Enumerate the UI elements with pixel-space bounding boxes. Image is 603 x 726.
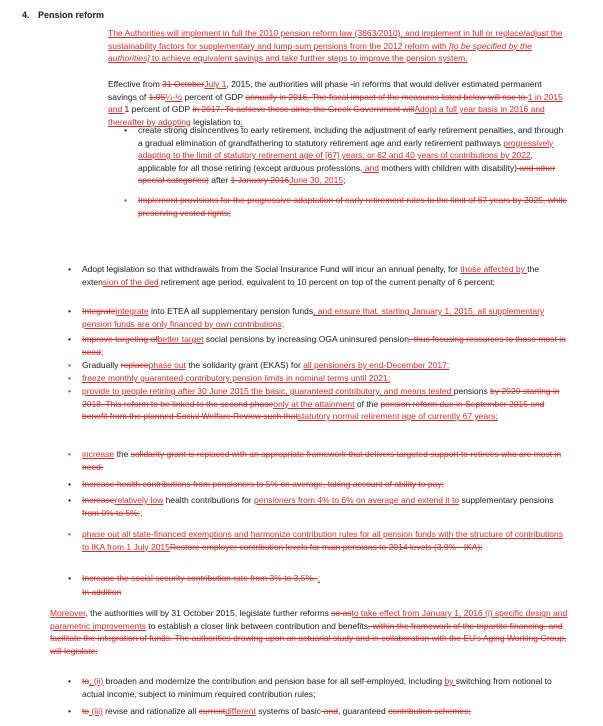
text-run: - xyxy=(350,79,354,89)
text-run: of the xyxy=(354,398,381,409)
section-title: Pension reform xyxy=(38,10,105,20)
list-item-text xyxy=(82,705,570,718)
bullet-mark: • xyxy=(68,495,71,505)
bullet-mark: • xyxy=(68,264,71,274)
list-item xyxy=(68,448,570,473)
text-run: Restore employer contribution levels for main pensions to 2014 levels (3.9% - IKA); xyxy=(169,541,483,552)
text-run: a full year basis in 2016 and thereafter by adopting xyxy=(108,104,545,127)
list-item-text xyxy=(82,528,570,553)
effective-paragraph xyxy=(108,78,568,128)
list-item xyxy=(68,305,570,330)
text-run: (iii) xyxy=(89,706,103,716)
text-run: pensioners from 4% to 6% on average and extend it to xyxy=(254,495,460,505)
text-run: create strong disincentives to early retirement, including the adjustment of early retirement penalties, and through a gradual elimination of grandfathering to statutory retirement age and early retirement pathways xyxy=(138,125,564,148)
text-run: current xyxy=(198,706,226,716)
text-run: in reforms that would deliver estimated permanent savings of xyxy=(108,79,542,102)
list-item-text xyxy=(82,448,570,473)
text-run: Adopt legislation so that withdrawals from the Social Insurance Fund will incur an annual penalty, for xyxy=(82,264,461,274)
text-run: broaden and modernize the contribution and pension base for all self-employed, including xyxy=(103,676,445,686)
text-run: in 2017. To achieve these aims, the Greek Government will xyxy=(192,104,415,114)
text-run: Increase the social security contribution rate from 3% to 3.5%. xyxy=(82,573,318,583)
text-run: Gradually xyxy=(82,360,121,370)
text-run: ; xyxy=(317,573,321,583)
text-run: after xyxy=(208,175,231,185)
text-run: ; (ii) xyxy=(89,676,104,686)
bullet-mark: • xyxy=(68,334,71,344)
bullet-mark: • xyxy=(124,125,127,135)
bullet-mark: • xyxy=(68,386,71,396)
text-run: , guaranteed xyxy=(337,706,389,716)
text-run: those affected by xyxy=(460,264,528,274)
text-run: to take effect from January 1, 2016 (i) specific design and parametric improvements xyxy=(50,608,568,631)
text-run: relatively low xyxy=(114,495,164,505)
text-run: phase out xyxy=(148,360,186,370)
list-item-text xyxy=(82,675,570,700)
text-run: ; xyxy=(140,507,143,518)
text-run: ¼-½ xyxy=(165,91,183,102)
text-run: by xyxy=(444,676,456,686)
text-run: systems of basic xyxy=(255,706,321,716)
bullet-mark: • xyxy=(68,360,71,370)
text-run: by 2020 starting in 2018. This reform to be linked to the second phase xyxy=(82,386,560,409)
text-run: ; xyxy=(100,346,104,357)
text-run: social pensions by increasing OGA uninsured pension xyxy=(203,334,409,344)
text-run: Moreover xyxy=(50,608,86,618)
text-run: , 2015, the authorities will phase xyxy=(226,79,351,89)
text-run: Implement provisions for the progressive adaptation of early retirement rules to the limit of 67 years by 2025, while preserving vested rights; xyxy=(138,195,567,218)
text-run: better target xyxy=(157,334,204,344)
text-run: retirement age period, equivalent to 10 percent on top of the current penalty of 6 percent; xyxy=(158,276,495,287)
sub-bullet-early-retirement-rules xyxy=(124,194,568,219)
list-item xyxy=(68,385,570,423)
text-run: so as xyxy=(331,608,352,618)
text-run: the exten xyxy=(82,264,540,287)
text-run: only at the attainment xyxy=(273,398,355,409)
sub-bullet-text xyxy=(138,124,568,187)
text-run: all pensioners by end-December 2017; xyxy=(303,360,450,370)
text-run: June 30, 2015 xyxy=(289,175,344,185)
list-item xyxy=(68,359,570,372)
text-run: Integrate xyxy=(82,306,116,316)
text-run: Increase health contributions from pensioners to 5% on average, taking account of ability to pay; xyxy=(82,479,444,489)
list-item xyxy=(68,333,570,358)
list-item-text xyxy=(82,494,570,519)
text-run: percent of GDP xyxy=(182,91,246,102)
bullet-mark: • xyxy=(68,676,71,686)
sub-bullet-early-retirement xyxy=(124,124,568,187)
list-item-text xyxy=(82,359,570,372)
text-run: to xyxy=(82,676,90,686)
text-run: pension reform due in September 2015 and benefit from the planned Social Welfare Review such that xyxy=(82,398,545,421)
text-run: provide to people retiring after 30 June 2015 the basic, guaranteed contributory, and means tested xyxy=(82,386,454,396)
text-run: 31 October xyxy=(162,79,205,89)
text-run: , applicable for all those retiring (except arduous professions xyxy=(138,150,534,173)
bullet-mark: • xyxy=(68,706,71,716)
bullet-mark: • xyxy=(68,373,71,383)
text-run: supplementary pensions xyxy=(459,495,554,505)
list-item xyxy=(68,372,570,385)
text-run: -and xyxy=(320,706,338,716)
text-run: , the authorities will by 31 October 2015, legislate further reforms xyxy=(85,608,332,618)
text-run: switching from notional to actual income, subject to minimum required contribution rules; xyxy=(82,676,552,699)
text-run: sion of the ded xyxy=(102,276,159,287)
text-run: different xyxy=(225,706,256,716)
bullet-mark: • xyxy=(68,449,71,459)
text-run: The Authorities will implement in full the 2010 pension reform law (3863/2010), and implement in full or replace/adjust the sustainability factors for supplementary and lump-sum pensions from the 2012 reform with xyxy=(108,28,563,51)
list-item-text xyxy=(82,372,570,385)
text-run: , within the framework of the tripartite financing, and facilitate the integration of funds. The authorities drawing upon an actuarial study and in collaboration with the EU's Aging Working Group, will legislate: xyxy=(50,620,567,656)
list-item xyxy=(68,705,570,718)
text-run: freeze monthly guaranteed contributory pension limits in nominal terms until 2021; xyxy=(82,373,391,383)
text-run: Adopt xyxy=(414,104,437,114)
list-item xyxy=(68,572,570,585)
bullet-mark: • xyxy=(68,479,71,489)
list-item xyxy=(68,263,570,288)
text-run: 1 percent of GDP xyxy=(124,104,193,114)
text-run: the solidarity grant (EKAS) for xyxy=(185,360,304,370)
text-run: annually in 2016. The fiscal impact of the measures listed below will rise to xyxy=(245,91,528,102)
text-run: phase out all state-financed exemptions and harmonize contribution rules for all pension funds with the structure of contributions to IKA from 1 July 2015 xyxy=(82,529,563,552)
text-run: , and ensure that, starting January 1, 2015, all supplementary pension funds are only financed by own contributions; xyxy=(82,306,545,329)
text-run: integrate xyxy=(115,306,149,316)
section-heading xyxy=(22,9,104,22)
list-item-text xyxy=(82,305,570,330)
text-run: 1 January 2016 xyxy=(230,175,290,185)
moreover-paragraph xyxy=(50,607,570,657)
text-run: statutory normal retirement age of currently 67 years; xyxy=(297,411,498,421)
list-item-text xyxy=(82,478,570,491)
text-run: 1 in 2015 and xyxy=(108,91,563,114)
text-run: . thus focusing resources to those most in need xyxy=(82,334,566,357)
text-run: contribution schemes; xyxy=(388,706,471,716)
text-run: progressively adapting to the limit of statutory retirement age of [67] years, or 62 and 40 years of contributions by 2022 xyxy=(138,137,554,160)
section-number: 4. xyxy=(22,10,30,20)
list-item-text xyxy=(82,572,570,585)
text-run: and other special categories) xyxy=(138,162,556,185)
text-run: solidarity grant is replaced with an appropriate framework that delivers targeted support to retirees who are most in need; xyxy=(82,449,562,472)
text-run: , and xyxy=(360,162,379,173)
text-run: into ETEA all supplementary pension funds xyxy=(148,306,314,316)
bullet-mark: • xyxy=(68,306,71,316)
text-run: Improve targeting of xyxy=(82,334,158,344)
intro-paragraph xyxy=(108,27,566,65)
text-run: from 0% to 5%; xyxy=(82,507,141,518)
text-run: Effective from xyxy=(108,79,163,89)
list-item xyxy=(68,494,570,519)
text-run: 1.05 xyxy=(148,91,166,102)
sub-bullet-text xyxy=(138,194,568,219)
bullet-mark: • xyxy=(68,529,71,539)
bullet-mark: • xyxy=(68,573,71,583)
text-run: to achieve equivalent savings and take further steps to improve the pension system. xyxy=(149,53,468,63)
bullet-mark: • xyxy=(124,195,127,205)
text-run: to xyxy=(82,706,90,716)
list-item-text xyxy=(82,263,570,288)
text-run: the xyxy=(114,449,131,459)
list-item xyxy=(68,528,570,553)
text-run: legislation to xyxy=(190,116,241,127)
text-run: : xyxy=(240,116,243,127)
text-run: ; xyxy=(343,175,346,185)
text-run: increase xyxy=(82,449,115,459)
text-run: Increase xyxy=(82,495,115,505)
text-run: July 1 xyxy=(204,79,227,89)
list-item-text xyxy=(82,333,570,358)
text-run: pensions xyxy=(453,386,491,396)
text-run: to establish a closer link between contribution and benefits xyxy=(145,620,368,631)
text-run: mothers with children with disability) xyxy=(378,162,517,173)
list-item xyxy=(68,478,570,491)
text-run: replace xyxy=(120,360,149,370)
in-addition-text: In addition xyxy=(82,587,122,597)
text-run: health contributions for xyxy=(163,495,254,505)
text-run: revise and rationalize all xyxy=(102,706,199,716)
list-item-text xyxy=(82,385,570,423)
list-item xyxy=(68,675,570,700)
text-run: [to be specified by the authorities] xyxy=(108,40,532,63)
